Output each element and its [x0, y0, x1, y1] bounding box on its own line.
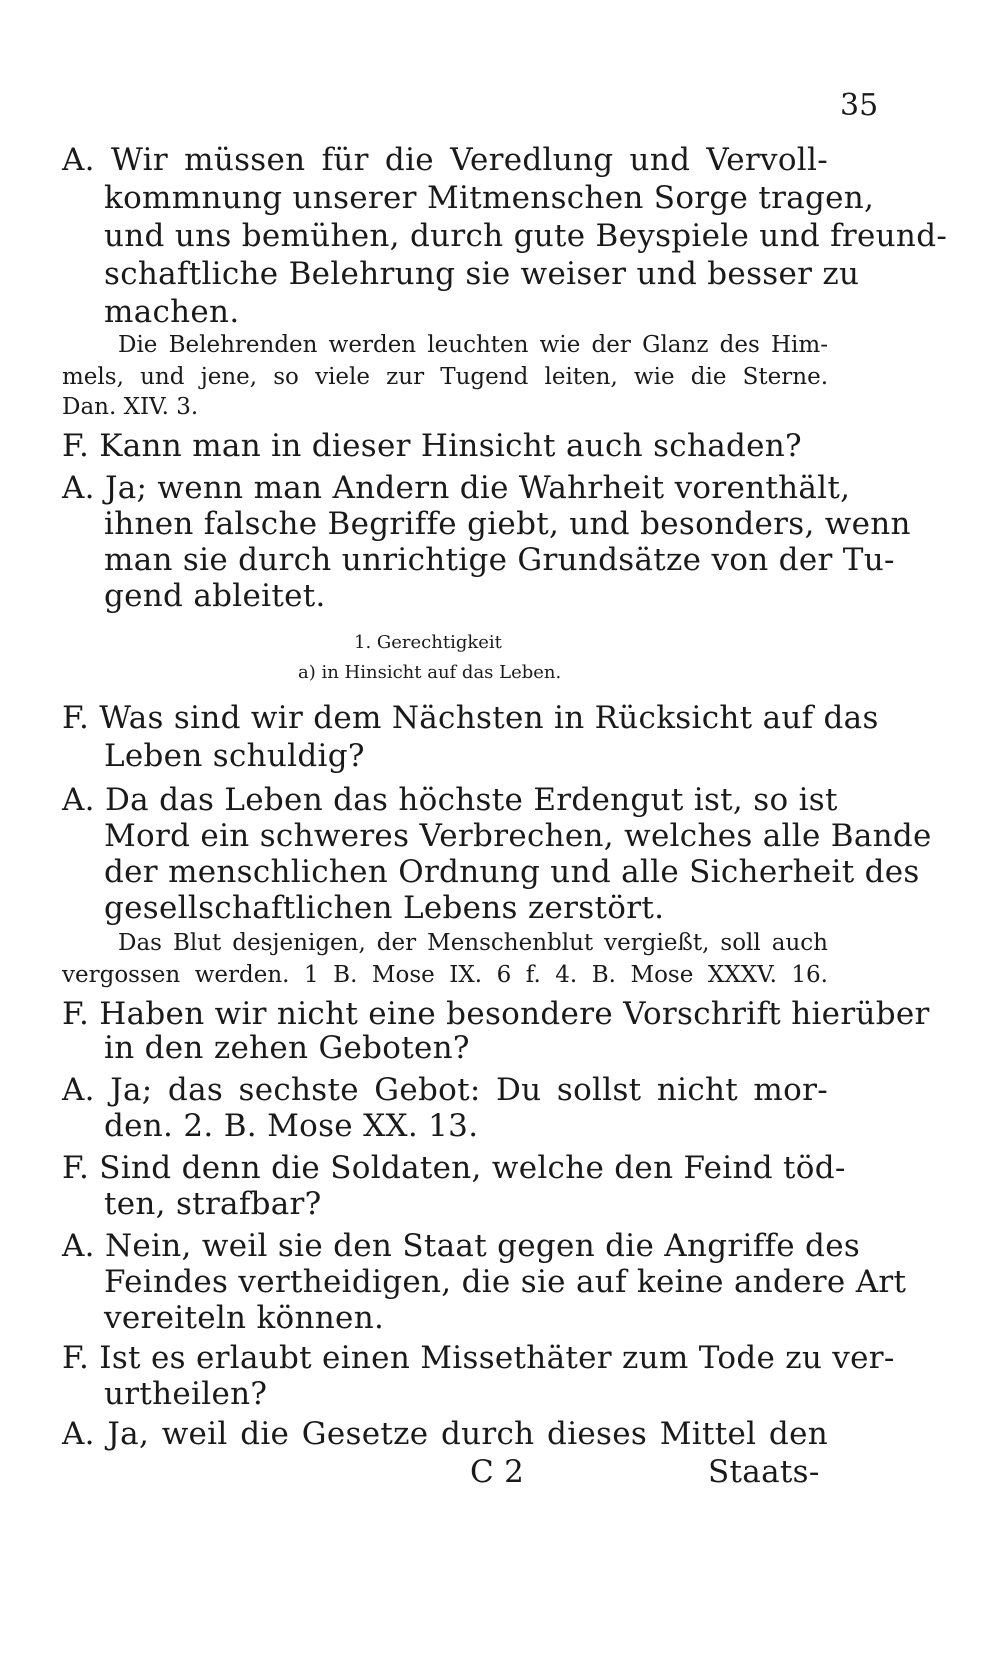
answer-line: der menschlichen Ordnung und alle Sicherheit des: [104, 854, 920, 890]
answer-line: Mord ein schweres Verbrechen, welches alle Bande: [104, 818, 932, 854]
question-line: ten, strafbar?: [104, 1186, 322, 1222]
question-line: F. Sind denn die Soldaten, welche den Feind töd-: [62, 1150, 846, 1186]
quote-line: Dan. XIV. 3.: [62, 394, 199, 420]
answer-line: vereiteln können.: [104, 1300, 385, 1336]
answer-line: gend ableitet.: [104, 578, 326, 614]
answer-line: ihnen falsche Begriffe giebt, und besonders, wenn: [104, 506, 911, 542]
signature-mark: C 2: [470, 1454, 525, 1490]
text-line: schaftliche Belehrung sie weiser und besser zu: [104, 256, 860, 292]
answer-line: A. Nein, weil sie den Staat gegen die Angriffe des: [62, 1228, 861, 1264]
answer-line: A. Da das Leben das höchste Erdengut ist, so ist: [62, 782, 838, 818]
answer-line: gesellschaftlichen Lebens zerstört.: [104, 890, 665, 926]
text-line: machen.: [104, 294, 240, 330]
question-line: F. Ist es erlaubt einen Missethäter zum Tode zu ver-: [62, 1340, 895, 1376]
answer-line: A. Ja, weil die Gesetze durch dieses Mittel den: [62, 1416, 828, 1452]
answer-line: den. 2. B. Mose XX. 13.: [104, 1108, 479, 1144]
answer-line: Feindes vertheidigen, die sie auf keine andere Art: [104, 1264, 907, 1300]
question-line: F. Haben wir nicht eine besondere Vorschrift hierüber: [62, 996, 930, 1032]
question-line: Leben schuldig?: [104, 738, 365, 774]
question-line: F. Was sind wir dem Nächsten in Rücksicht auf das: [62, 700, 879, 736]
text-line: kommnung unserer Mitmenschen Sorge tragen,: [104, 180, 875, 216]
answer-line: man sie durch unrichtige Grundsätze von der Tu-: [104, 542, 895, 578]
question-line: urtheilen?: [104, 1376, 268, 1412]
quote-line: Die Belehrenden werden leuchten wie der Glanz des Him-: [118, 332, 828, 358]
text-line: A. Wir müssen für die Veredlung und Vervoll-: [62, 142, 828, 178]
subsection-heading: a) in Hinsicht auf das Leben.: [298, 662, 562, 683]
page-number: 35: [840, 88, 879, 123]
question-line: F. Kann man in dieser Hinsicht auch schaden?: [62, 428, 802, 464]
answer-line: A. Ja; wenn man Andern die Wahrheit vorenthält,: [62, 470, 851, 506]
quote-line: Das Blut desjenigen, der Menschenblut vergießt, soll auch: [118, 930, 828, 956]
question-line: in den zehen Geboten?: [104, 1030, 470, 1066]
catchword: Staats-: [708, 1454, 820, 1490]
answer-line: A. Ja; das sechste Gebot: Du sollst nicht mor-: [62, 1072, 828, 1108]
quote-line: mels, und jene, so viele zur Tugend leiten, wie die Sterne.: [62, 364, 828, 390]
quote-line: vergossen werden. 1 B. Mose IX. 6 f. 4. B. Mose XXXV. 16.: [62, 962, 828, 988]
section-heading: 1. Gerechtigkeit: [354, 632, 502, 653]
text-line: und uns bemühen, durch gute Beyspiele und freund-: [104, 218, 948, 254]
